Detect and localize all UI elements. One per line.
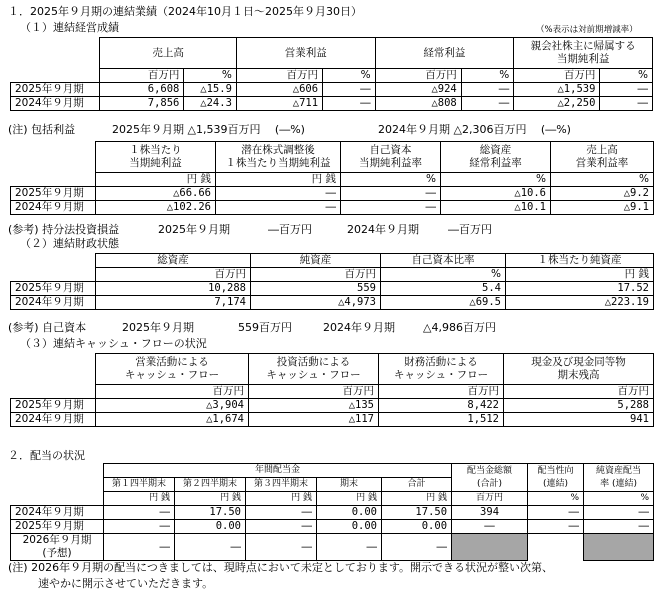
unit-cell: %	[528, 492, 584, 506]
equity-method-prior-value: ―百万円	[448, 223, 492, 236]
value-cell: ―	[341, 187, 441, 201]
value-cell: 17.50	[382, 506, 452, 520]
value-cell: △9.1	[551, 201, 654, 215]
change-rate-note: （%表示は対前期増減率）	[536, 25, 638, 35]
header-sales: 売上高	[100, 38, 237, 69]
unit-cell: %	[341, 173, 441, 187]
row-label: 2024年９月期	[11, 413, 96, 427]
equity-method-prior-label: 2024年９月期	[347, 223, 419, 236]
equity-label: (参考) 自己資本	[8, 321, 87, 334]
equity-current-value: 559百万円	[238, 321, 292, 334]
comprehensive-income-current: 2025年９月期 △1,539百万円 (―%)	[112, 123, 305, 136]
value-cell: ―	[104, 534, 175, 561]
table-row	[11, 296, 654, 310]
value-cell: ―	[452, 520, 528, 534]
section-heading-cash-flows: （３）連結キャッシュ・フローの状況	[20, 337, 207, 350]
value-cell: △9.2	[551, 187, 654, 201]
value-cell: △808	[375, 97, 461, 111]
header-operating-cf: 営業活動による キャッシュ・フロー	[96, 354, 249, 385]
table-row	[11, 520, 654, 534]
value-cell: △66.66	[96, 187, 216, 201]
value-cell: △3,904	[96, 399, 249, 413]
table-row	[11, 83, 653, 97]
unit-cell: %	[600, 69, 653, 83]
shaded-cell	[452, 534, 528, 561]
unit-cell: %	[441, 173, 551, 187]
cash-flow-table	[10, 353, 654, 427]
dividends-table	[10, 463, 654, 561]
unit-cell: 百万円	[375, 69, 461, 83]
header-operating-profit: 営業利益	[236, 38, 375, 69]
unit-cell: %	[551, 173, 654, 187]
value-cell: △15.9	[184, 83, 237, 97]
header-year-end: 期末	[317, 478, 382, 492]
unit-cell: 百万円	[96, 268, 251, 282]
header-annual-dividend: 年間配当金	[104, 464, 452, 478]
section-heading-financial-position: （２）連結財政状態	[20, 237, 119, 250]
value-cell: △10.6	[441, 187, 551, 201]
header-operating-margin: 売上高 営業利益率	[551, 142, 654, 173]
operating-results-table	[10, 37, 653, 111]
section-heading-operating-results: （１）連結経営成績	[20, 21, 119, 34]
value-cell: 17.50	[175, 506, 246, 520]
table-row	[11, 282, 654, 296]
unit-cell: %	[184, 69, 237, 83]
value-cell: ―	[341, 201, 441, 215]
value-cell: △1,539	[514, 83, 600, 97]
value-cell: 6,608	[100, 83, 184, 97]
value-cell: 5,288	[504, 399, 654, 413]
unit-cell: 円 銭	[216, 173, 341, 187]
value-cell: ―	[323, 97, 376, 111]
value-cell: △1,674	[96, 413, 249, 427]
value-cell: ―	[246, 506, 317, 520]
unit-cell: 百万円	[504, 385, 654, 399]
unit-cell: 百万円	[100, 69, 184, 83]
value-cell: ―	[382, 534, 452, 561]
header-ordinary-profit: 経常利益	[375, 38, 514, 69]
value-cell: 1,512	[379, 413, 504, 427]
dividend-footnote-line1: (注) 2026年９月期の配当につきましては、現時点において未定としております。開示できる状況が整い次第、	[8, 561, 553, 574]
row-label: 2024年９月期	[11, 296, 96, 310]
header-financing-cf: 財務活動による キャッシュ・フロー	[379, 354, 504, 385]
value-cell: 7,856	[100, 97, 184, 111]
equity-prior-value: △4,986百万円	[423, 321, 496, 334]
value-cell: 559	[251, 282, 381, 296]
value-cell: ―	[584, 520, 654, 534]
unit-cell: 円 銭	[104, 492, 175, 506]
unit-cell: %	[461, 69, 514, 83]
value-cell: △117	[249, 413, 379, 427]
table-row	[11, 187, 654, 201]
value-cell: ―	[216, 187, 341, 201]
table-row	[11, 413, 654, 427]
unit-cell: %	[584, 492, 654, 506]
value-cell: 8,422	[379, 399, 504, 413]
value-cell: △924	[375, 83, 461, 97]
unit-cell: 百万円	[236, 69, 322, 83]
value-cell: 0.00	[382, 520, 452, 534]
row-label: 2024年９月期	[11, 506, 104, 520]
value-cell: ―	[317, 534, 382, 561]
value-cell: △711	[236, 97, 322, 111]
header-dividend-on-equity: 純資産配当 率 (連結)	[584, 464, 654, 492]
header-bps: １株当たり純資産	[506, 254, 654, 268]
value-cell: 394	[452, 506, 528, 520]
header-roa: 総資産 経常利益率	[441, 142, 551, 173]
row-label: 2024年９月期	[11, 201, 96, 215]
blank-cell	[11, 38, 100, 69]
row-label: 2024年９月期	[11, 97, 100, 111]
row-label: 2025年９月期	[11, 83, 100, 97]
value-cell: ―	[104, 520, 175, 534]
value-cell: △223.19	[506, 296, 654, 310]
value-cell: 10,288	[96, 282, 251, 296]
value-cell: 17.52	[506, 282, 654, 296]
value-cell: 5.4	[381, 282, 506, 296]
unit-cell: 百万円	[249, 385, 379, 399]
comprehensive-income-label: (注) 包括利益	[8, 123, 76, 136]
equity-current-label: 2025年９月期	[122, 321, 194, 334]
value-cell: ―	[528, 506, 584, 520]
header-q1: 第１四半期末	[104, 478, 175, 492]
table-row	[11, 399, 654, 413]
header-equity-ratio: 自己資本比率	[381, 254, 506, 268]
equity-method-current-value: ―百万円	[268, 223, 312, 236]
dividend-footnote-line2: 速やかに開示させていただきます。	[38, 577, 214, 590]
value-cell: △24.3	[184, 97, 237, 111]
value-cell: ―	[584, 506, 654, 520]
header-q3: 第３四半期末	[246, 478, 317, 492]
value-cell: ―	[104, 506, 175, 520]
equity-method-current-label: 2025年９月期	[158, 223, 230, 236]
header-payout-ratio: 配当性向 (連結)	[528, 464, 584, 492]
page-title: １．2025年９月期の連結業績（2024年10月１日～2025年９月30日）	[8, 5, 362, 18]
unit-cell: 円 銭	[506, 268, 654, 282]
equity-prior-label: 2024年９月期	[323, 321, 395, 334]
value-cell: ―	[175, 534, 246, 561]
value-cell: △102.26	[96, 201, 216, 215]
header-q2: 第２四半期末	[175, 478, 246, 492]
value-cell: ―	[323, 83, 376, 97]
header-net-income-parent: 親会社株主に帰属する 当期純利益	[514, 38, 653, 69]
header-roe: 自己資本 当期純利益率	[341, 142, 441, 173]
value-cell: ―	[461, 97, 514, 111]
row-label-forecast: 2026年９月期 (予想)	[11, 534, 104, 561]
value-cell: △4,973	[251, 296, 381, 310]
value-cell: △2,250	[514, 97, 600, 111]
value-cell: ―	[216, 201, 341, 215]
value-cell: 0.00	[317, 520, 382, 534]
table-row	[11, 506, 654, 520]
value-cell: △606	[236, 83, 322, 97]
unit-cell: 百万円	[251, 268, 381, 282]
row-label: 2025年９月期	[11, 520, 104, 534]
unit-cell: %	[381, 268, 506, 282]
header-total: 合計	[382, 478, 452, 492]
value-cell: 941	[504, 413, 654, 427]
value-cell: 7,174	[96, 296, 251, 310]
unit-cell: 百万円	[514, 69, 600, 83]
header-investing-cf: 投資活動による キャッシュ・フロー	[249, 354, 379, 385]
header-eps: １株当たり 当期純利益	[96, 142, 216, 173]
table-row	[11, 534, 654, 561]
table-row	[11, 97, 653, 111]
value-cell: △69.5	[381, 296, 506, 310]
header-total-dividends: 配当金総額 (合計)	[452, 464, 528, 492]
comprehensive-income-prior: 2024年９月期 △2,306百万円 (―%)	[378, 123, 571, 136]
value-cell: 0.00	[317, 506, 382, 520]
unit-cell: 円 銭	[317, 492, 382, 506]
unit-cell: 円 銭	[382, 492, 452, 506]
value-cell: ―	[528, 520, 584, 534]
value-cell: △135	[249, 399, 379, 413]
unit-cell: 円 銭	[175, 492, 246, 506]
table-row	[11, 201, 654, 215]
row-label: 2025年９月期	[11, 399, 96, 413]
value-cell: ―	[246, 520, 317, 534]
unit-cell: %	[323, 69, 376, 83]
unit-cell: 円 銭	[246, 492, 317, 506]
section-heading-dividends: ２．配当の状況	[8, 449, 85, 462]
unit-cell: 円 銭	[96, 173, 216, 187]
value-cell: 0.00	[175, 520, 246, 534]
header-diluted-eps: 潜在株式調整後 １株当たり当期純利益	[216, 142, 341, 173]
value-cell: ―	[461, 83, 514, 97]
value-cell: ―	[600, 97, 653, 111]
header-net-assets: 純資産	[251, 254, 381, 268]
unit-cell: 百万円	[452, 492, 528, 506]
financial-position-table	[10, 253, 654, 310]
shaded-cell	[584, 534, 654, 561]
value-cell: ―	[600, 83, 653, 97]
row-label: 2025年９月期	[11, 187, 96, 201]
equity-method-label: (参考) 持分法投資損益	[8, 223, 120, 236]
header-cash-ending: 現金及び現金同等物 期末残高	[504, 354, 654, 385]
row-label: 2025年９月期	[11, 282, 96, 296]
header-total-assets: 総資産	[96, 254, 251, 268]
unit-cell: 百万円	[379, 385, 504, 399]
unit-cell: 百万円	[96, 385, 249, 399]
value-cell: △10.1	[441, 201, 551, 215]
value-cell: ―	[246, 534, 317, 561]
per-share-ratios-table	[10, 141, 654, 215]
